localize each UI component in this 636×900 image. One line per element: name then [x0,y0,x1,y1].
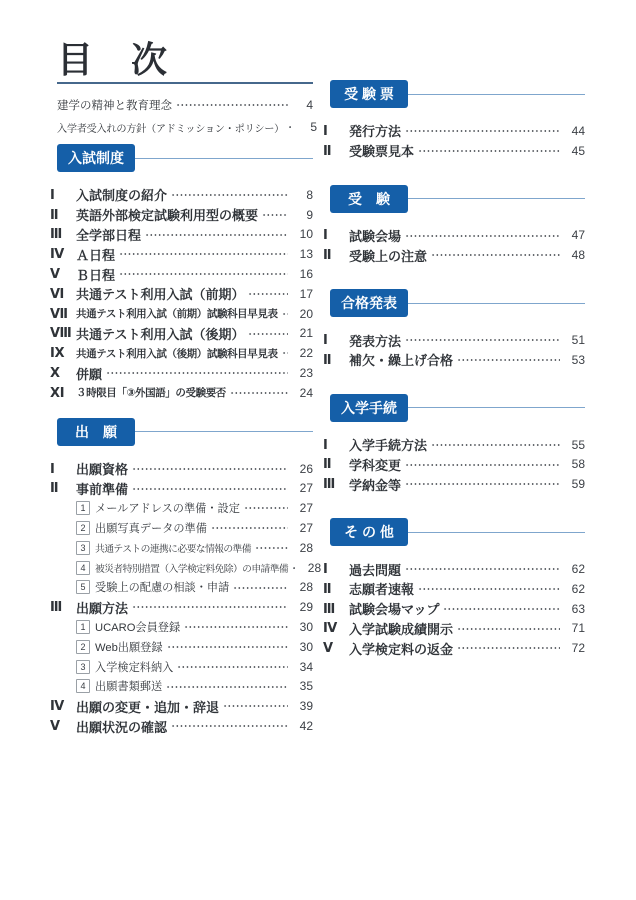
toc-row [50,716,313,736]
page-number: 16 [299,267,313,282]
item-numeral: Ⅲ [50,226,63,242]
toc-row [57,116,318,138]
toc-section [323,518,585,658]
item-box-number: 4 [76,679,90,693]
toc-row [50,518,313,538]
toc-row [50,185,313,205]
leader-dots [292,563,296,573]
page-number: 42 [299,719,313,734]
item-label: 出願状況の確認 [76,719,168,735]
page-number: 26 [299,461,313,476]
item-label: 受験上の配慮の相談・申請 [95,582,230,595]
leader-dots [405,126,560,136]
toc-row [50,284,313,304]
toc-row [50,558,322,578]
page-number: 45 [571,143,585,158]
leader-dots [106,368,288,378]
leader-dots [132,602,288,612]
leader-dots [431,440,560,450]
page-number: 51 [571,333,585,348]
item-label: メールアドレスの準備・設定 [95,503,240,516]
item-label: Ｂ日程 [76,267,116,283]
leader-dots [177,662,288,672]
toc-row [50,479,313,499]
item-numeral: Ⅲ [323,600,336,616]
toc-row [50,244,313,264]
page-number: 47 [571,228,585,243]
item-box-number: 2 [76,521,90,535]
section-rule [135,431,313,432]
leader-dots [145,229,288,239]
toc-row [50,324,313,344]
item-numeral: Ⅰ [323,332,328,348]
page-number: 27 [299,501,313,516]
leader-dots [405,459,560,469]
item-box-number: 3 [76,660,90,674]
toc-section [323,289,585,370]
item-label: 発表方法 [349,333,402,349]
item-label: Ａ日程 [76,247,116,263]
section-badge: 入試制度 [57,144,135,172]
toc-section [323,185,585,266]
page-number: 28 [307,560,322,575]
toc-row [50,538,313,558]
page-number: 48 [571,248,585,263]
toc-row [323,599,585,619]
page-number: 5 [310,120,318,134]
item-numeral: Ⅱ [50,206,59,222]
toc-row [50,498,313,518]
section-rule [408,303,585,304]
page-number: 53 [571,352,585,367]
item-numeral: Ⅱ [323,247,332,263]
item-numeral: Ⅲ [323,476,336,492]
leader-dots [282,348,288,358]
toc-row [323,226,585,246]
toc-section [323,80,585,161]
item-numeral: Ⅱ [50,480,59,496]
toc-right-column [323,80,585,682]
section-badge: 出 願 [57,418,135,446]
section-badge: 入学手続 [330,394,408,422]
item-label: 事前準備 [76,481,129,497]
toc-row [323,638,585,658]
leader-dots [167,642,288,652]
leader-dots [457,355,560,365]
item-label: 試験会場 [349,228,402,244]
left-sections [50,144,322,736]
toc-row [50,264,313,284]
toc-row [50,363,313,383]
section-header [330,80,585,108]
leader-dots [171,190,288,200]
item-label: 受験票見本 [349,144,415,160]
page-number: 10 [299,227,313,242]
toc-row [50,637,313,657]
page-number: 30 [299,639,313,654]
leader-dots [255,543,288,553]
item-label: 共通テスト利用入試（前期）試験科目早見表 [76,308,278,321]
item-box-number: 1 [76,620,90,634]
leader-dots [223,701,288,711]
item-numeral: Ⅸ [50,345,65,361]
leader-dots [184,622,288,632]
section-badge: 受 験 票 [330,80,408,108]
page-title: 目 次 [57,39,169,80]
leader-dots [248,328,288,338]
page-number: 35 [299,679,313,694]
toc-row [323,619,585,639]
page-number: 28 [299,540,313,555]
item-label: 学科変更 [349,457,402,473]
item-label: 出願写真データの準備 [95,523,207,536]
toc-row [50,578,313,598]
page-number: 9 [306,207,313,222]
leader-dots [282,309,288,319]
section-header [57,418,313,446]
item-box-number: 1 [76,501,90,515]
toc-row [323,455,585,475]
page-number: 4 [306,98,313,112]
leader-dots [431,250,560,260]
leader-dots [457,643,560,653]
leader-dots [244,503,288,513]
toc-row [323,141,585,161]
toc-row [57,94,313,116]
item-label: 建学の精神と教育理念 [57,100,172,112]
item-numeral: Ⅰ [323,561,328,577]
item-label: 共通テスト利用入試（後期） [76,326,245,342]
page-number: 29 [299,600,313,615]
item-numeral: Ⅶ [50,305,69,321]
page-number: 62 [571,581,585,596]
leader-dots [418,584,560,594]
leader-dots [405,479,560,489]
item-label: UCARO会員登録 [95,622,181,635]
page-number: 39 [299,699,313,714]
item-box-number: 5 [76,580,90,594]
item-label: 発行方法 [349,124,402,140]
item-numeral: Ⅱ [323,351,332,367]
section-rule [408,94,585,95]
leader-dots [405,564,560,574]
item-label: 出願の変更・追加・辞退 [76,699,220,715]
page-number: 63 [571,601,585,616]
item-label: 英語外部検定試験利用型の概要 [76,208,259,224]
toc-row [50,304,313,324]
front-matter-list [57,94,318,138]
leader-dots [288,122,292,132]
page-number: 59 [571,477,585,492]
toc-row [50,696,313,716]
toc-row [50,597,313,617]
leader-dots [211,523,288,533]
leader-dots [418,146,560,156]
leader-dots [171,721,288,731]
item-label: 共通テスト利用入試（前期） [76,287,245,303]
item-numeral: Ⅴ [323,640,334,656]
item-label: 出願資格 [76,462,129,478]
page-number: 27 [299,521,313,536]
item-label: 入学試験成績開示 [349,621,454,637]
item-label: 志願者速報 [349,582,415,598]
item-label: 共通テストの連携に必要な情報の準備 [95,543,251,555]
leader-dots [230,388,288,398]
toc-row [50,617,313,637]
item-numeral: Ⅲ [50,599,63,615]
toc-row [50,677,313,697]
item-label: 被災者特別措置（入学検定料免除）の申請準備 [95,563,289,575]
leader-dots [132,464,288,474]
leader-dots [119,269,288,279]
item-numeral: Ⅰ [323,122,328,138]
toc-row [323,435,585,455]
page-number: 34 [299,659,313,674]
item-numeral: Ⅱ [323,456,332,472]
toc-row [50,459,313,479]
leader-dots [262,210,288,220]
item-numeral: Ⅴ [50,718,61,734]
item-label: 全学部日程 [76,227,142,243]
item-label: 入試制度の紹介 [76,188,168,204]
page-number: 27 [299,481,313,496]
item-label: 学納金等 [349,477,402,493]
toc-row [323,121,585,141]
leader-dots [119,249,288,259]
toc-row [50,657,313,677]
item-box-number: 4 [76,561,90,575]
toc-left-column [50,39,322,736]
item-box-number: 2 [76,640,90,654]
item-numeral: Ⅴ [50,266,61,282]
toc-section [323,394,585,494]
toc-row [50,205,313,225]
leader-dots [166,681,288,691]
section-header [57,144,313,172]
item-numeral: Ⅰ [50,186,55,202]
section-badge: 合格発表 [330,289,408,317]
page-number: 44 [571,123,585,138]
page-number: 55 [571,437,585,452]
toc-row [50,225,313,245]
item-label: 共通テスト利用入試（後期）試験科目早見表 [76,347,278,360]
item-label: 入学者受入れの方針（アドミッション・ポリシー） [57,123,285,135]
section-header [330,394,585,422]
page-number: 23 [299,366,313,381]
section-rule [408,407,585,408]
item-numeral: Ⅳ [50,246,65,262]
item-label: ３時限目「③外国語」の受験要否 [76,387,226,400]
leader-dots [176,100,288,110]
toc-row [323,245,585,265]
page-number: 22 [299,346,313,361]
toc-row [323,330,585,350]
section-badge: そ の 他 [330,518,408,546]
toc-section [50,418,322,736]
item-numeral: Ⅷ [50,325,72,341]
page-number: 24 [299,385,313,400]
section-rule [408,198,585,199]
section-rule [408,532,585,533]
item-label: 併願 [76,366,103,382]
leader-dots [457,623,560,633]
page-number: 62 [571,562,585,577]
item-label: 出願書類郵送 [95,681,163,694]
item-label: 補欠・繰上げ合格 [349,353,454,369]
title-underline [57,82,313,84]
page-number: 21 [299,326,313,341]
toc-row [323,350,585,370]
item-numeral: Ⅳ [323,620,338,636]
page-number: 20 [299,306,313,321]
item-box-number: 3 [76,541,90,555]
page-number: 58 [571,457,585,472]
toc-row [50,383,313,403]
item-numeral: Ⅺ [50,384,65,400]
toc-row [323,474,585,494]
item-numeral: Ⅳ [50,698,65,714]
page-number: 72 [571,641,585,656]
item-numeral: Ⅰ [323,436,328,452]
item-label: 過去問題 [349,562,402,578]
item-label: Web出願登録 [95,641,163,654]
page-number: 30 [299,620,313,635]
item-numeral: Ⅹ [50,365,61,381]
toc-row [323,559,585,579]
page-number: 13 [299,247,313,262]
page-number: 28 [299,580,313,595]
item-label: 出願方法 [76,600,129,616]
item-numeral: Ⅵ [50,285,65,301]
item-numeral: Ⅱ [323,142,332,158]
item-numeral: Ⅰ [50,460,55,476]
section-header [330,289,585,317]
item-label: 受験上の注意 [349,248,428,264]
leader-dots [233,582,288,592]
leader-dots [248,289,288,299]
section-rule [135,158,313,159]
leader-dots [405,230,560,240]
item-numeral: Ⅰ [323,227,328,243]
leader-dots [443,604,560,614]
item-label: 入学手続方法 [349,438,428,454]
leader-dots [132,483,288,493]
item-label: 入学検定料納入 [95,661,174,674]
page-number: 17 [299,286,313,301]
item-numeral: Ⅱ [323,580,332,596]
toc-row [50,343,313,363]
item-label: 試験会場マップ [349,602,440,618]
toc-row [323,579,585,599]
leader-dots [405,335,560,345]
section-header [330,185,585,213]
page-number: 71 [571,621,585,636]
toc-section [50,144,313,403]
item-label: 入学検定料の返金 [349,641,454,657]
section-header [330,518,585,546]
section-badge: 受 験 [330,185,408,213]
page-number: 8 [306,187,313,202]
